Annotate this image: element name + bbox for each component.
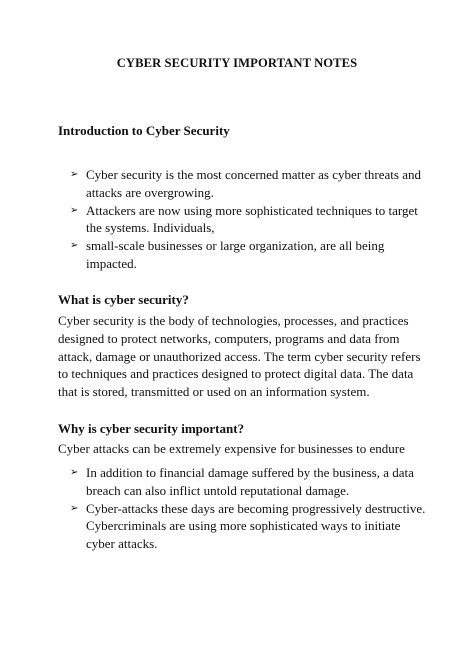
why-bullet-list — [58, 464, 430, 553]
bullet-text: small-scale businesses or large organization, are all being impacted. — [86, 238, 385, 271]
list-item — [58, 500, 430, 553]
bullet-text: Cyber security is the most concerned matter as cyber threats and attacks are overgrowing. — [86, 167, 421, 200]
section-heading-what-is: What is cyber security? — [58, 292, 189, 307]
why-intro-paragraph: Cyber attacks can be extremely expensive for businesses to endure — [58, 441, 405, 456]
list-item — [58, 166, 430, 202]
what-is-paragraph: Cyber security is the body of technologies, processes, and practices designed to protect networks, computers, programs and data from attack, damage or unauthorized access. The term cyber security refers to techniques and practices designed to protect digital data. The data that is stored, transmitted or used on an information system. — [58, 313, 421, 400]
arrow-bullet-icon: ➢ — [70, 240, 79, 252]
arrow-bullet-icon: ➢ — [70, 204, 79, 216]
bullet-text: Cyber-attacks these days are becoming progressively destructive. Cybercriminals are using more sophisticated ways to initiate cyber attacks. — [86, 500, 426, 552]
list-item — [58, 202, 430, 238]
bullet-text: In addition to financial damage suffered by the business, a data breach can also inflict untold reputational damage. — [86, 465, 414, 498]
intro-bullet-list — [58, 166, 430, 273]
list-item — [58, 464, 430, 500]
bullet-text: Attackers are now using more sophisticated techniques to target the systems. Individuals, — [86, 202, 418, 236]
section-heading-why-important: Why is cyber security important? — [58, 421, 245, 436]
section-heading-introduction: Introduction to Cyber Security — [58, 123, 230, 138]
document-title: CYBER SECURITY IMPORTANT NOTES — [116, 56, 358, 70]
arrow-bullet-icon: ➢ — [70, 502, 79, 514]
arrow-bullet-icon: ➢ — [70, 467, 79, 478]
list-item — [58, 237, 430, 273]
arrow-bullet-icon: ➢ — [70, 169, 79, 180]
